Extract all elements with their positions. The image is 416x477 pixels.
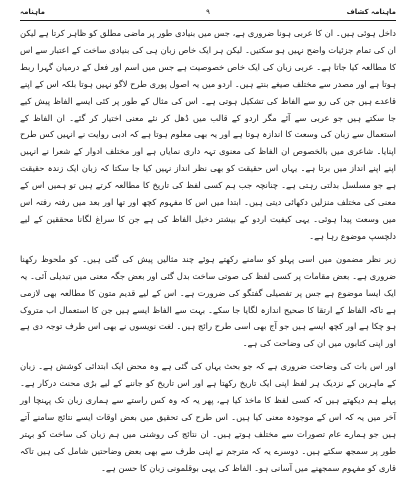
paragraph-1	[20, 25, 396, 245]
journal-title: ماہنامہ کشاف	[346, 8, 396, 16]
page-number: ٩	[206, 8, 210, 16]
paragraph-text: زیر نظر مضمون میں اسی پہلو کو سامنے رکھتے ہوئے چند مثالیں پیش کی گئی ہیں۔ کو ملحوظ رکھنا ضروری ہے۔ بعض مقامات پر کسی لفظ کی صوتی ساخت بدل گئی اور بعض جگہ معنی میں تبدیلی آئی۔ یہ ایک ایسا موضوع ہے جس پر تفصیلی گفتگو کی ضرورت ہے۔ اس کے لیے قدیم متون کا مطالعہ بھی لازمی ہے تاکہ الفاظ کے ارتقا کا صحیح اندازہ لگایا جا سکے۔ بہت سے الفاظ ایسے ہیں جن کا استعمال اب متروک ہو چکا ہے اور کچھ ایسے ہیں جو آج بھی اسی طرح رائج ہیں۔ لغت نویسوں نے بھی اس طرف توجہ دی ہے اور اپنی کتابوں میں ان کی وضاحت کی ہے۔	[20, 253, 396, 349]
header-rule	[20, 20, 396, 21]
article-body	[20, 25, 396, 477]
running-header	[20, 6, 396, 20]
paragraph-text: اور اس بات کی وضاحت ضروری ہے کہ جو بحث یہاں کی گئی ہے وہ محض ایک ابتدائی کوشش ہے۔ زبان کے ماہرین کے نزدیک ہر لفظ اپنی ایک تاریخ رکھتا ہے اور اس تاریخ کو جاننے کے لیے بڑی محنت درکار ہے۔ پہلے ہم دیکھتے ہیں کہ کسی لفظ کا ماخذ کیا ہے، پھر یہ کہ وہ کس راستے سے ہماری زبان تک پہنچا اور آخر میں یہ کہ اس کے موجودہ معنی کیا ہیں۔ اس طرح کی تحقیق میں بعض اوقات ایسے نتائج سامنے آتے ہیں جو ہمارے عام تصورات سے مختلف ہوتے ہیں۔ ان نتائج کی روشنی میں ہم زبان کی ساخت کو بہتر طور پر سمجھ سکتے ہیں۔ دوسرے یہ کہ مترجم نے اپنی طرف سے بھی بعض وضاحتیں شامل کی ہیں تاکہ قاری کو مفہوم سمجھنے میں آسانی ہو۔ الفاظ کی یہی بوقلمونی زبان کا حسن ہے۔	[20, 361, 396, 473]
paragraph-3	[20, 358, 396, 476]
paragraph-text: داخل ہوئی ہیں۔ ان کا عربی ہونا ضروری ہے، جس میں بنیادی طور پر ماضی مطلق کو ظاہر کرتا ہے لیکن ان کی تمام جزئیات واضح نہیں ہو سکتیں۔ لیکن ہر ایک خاص زبان ہی کی بنیادی ساخت کے اعتبار سے اس کا مطالعہ کیا جاتا ہے۔ عربی زبان کی ایک خاص خصوصیت ہے جس میں اسم اور فعل کے درمیان گہرا ربط ہوتا ہے اور مصدر سے مختلف صیغے بنتے ہیں۔ اردو میں یہ اصول پوری طرح لاگو نہیں ہوتا بلکہ اس کے اپنے قاعدے ہیں جن کی رو سے الفاظ کی تشکیل ہوتی ہے۔ اس کی مثال کے طور پر کئی ایسے الفاظ پیش کیے جا سکتے ہیں جو عربی سے آئے مگر اردو کے قالب میں ڈھل کر نئے معنی اختیار کر گئے۔ ان الفاظ کے استعمال سے زبان کی وسعت کا اندازہ ہوتا ہے اور یہ بھی معلوم ہوتا ہے کہ ادبی روایت نے انہیں کس طرح اپنایا۔ شاعری میں بالخصوص ان الفاظ کی معنوی تہہ داری نمایاں ہے اور مختلف ادوار کے شعرا نے انہیں اپنے اپنے انداز میں برتا ہے۔ یہاں اس حقیقت کو بھی نظر انداز نہیں کیا جا سکتا کہ زبان ایک زندہ حقیقت ہے جو مسلسل بدلتی رہتی ہے۔ چنانچہ جب ہم کسی لفظ کی تاریخ کا مطالعہ کرتے ہیں تو ہمیں اس کے معنی کی مختلف منزلیں دکھائی دیتی ہیں۔ ابتدا میں اس کا مفہوم کچھ اور تھا اور بعد میں رفتہ رفتہ اس میں وسعت پیدا ہوئی۔ یہی کیفیت اردو کے بیشتر دخیل الفاظ کی ہے جن کا سراغ لگانا محققین کے لیے دلچسپ موضوع رہا ہے۔	[20, 28, 396, 241]
paragraph-2	[20, 251, 396, 352]
journal-title-short: ماہنامہ	[20, 8, 45, 16]
